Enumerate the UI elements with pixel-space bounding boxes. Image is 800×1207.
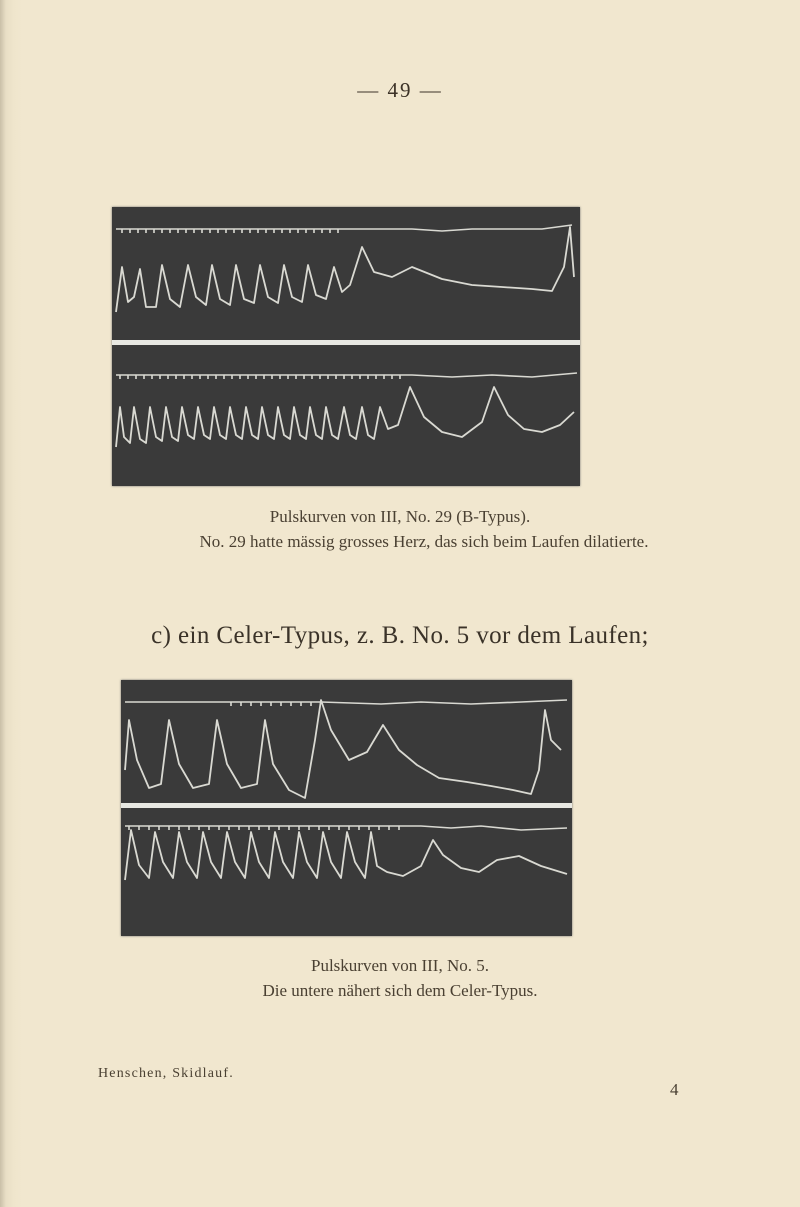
figure-2-caption-line-2: Die untere nähert sich dem Celer-Typus. — [262, 981, 538, 1000]
figure-2-lower-timeline — [125, 826, 567, 830]
figure-2-traces — [121, 680, 572, 936]
figure-1-caption-line-2: No. 29 hatte mässig grosses Herz, das sich beim Laufen dilatierte. — [199, 532, 649, 551]
page-edge-shadow — [0, 0, 22, 1207]
page-number: — 49 — — [357, 78, 443, 102]
figure-1-pulse-plate — [112, 207, 580, 486]
section-heading: c) ein Celer-Typus, z. B. No. 5 vor dem Laufen; — [151, 622, 649, 649]
figure-2-pulse-plate — [121, 680, 572, 936]
footer-author-title: Henschen, Skidlauf. — [98, 1066, 234, 1081]
figure-2-lower-pulse-curve — [125, 830, 567, 880]
figure-1-caption-line-1: Pulskurven von III, No. 29 (B-Typus). — [269, 507, 531, 526]
figure-1-lower-pulse-curve — [116, 387, 574, 447]
figure-2-upper-timeline — [125, 700, 567, 704]
figure-1-upper-pulse-curve — [116, 227, 574, 312]
figure-1-upper-timeline — [116, 225, 572, 231]
figure-2-caption-line-1: Pulskurven von III, No. 5. — [310, 956, 489, 975]
figure-1-traces — [112, 207, 580, 486]
figure-2-upper-pulse-curve — [125, 700, 561, 798]
figure-1-lower-timeline — [116, 373, 577, 377]
footer-signature-mark: 4 — [670, 1080, 679, 1099]
